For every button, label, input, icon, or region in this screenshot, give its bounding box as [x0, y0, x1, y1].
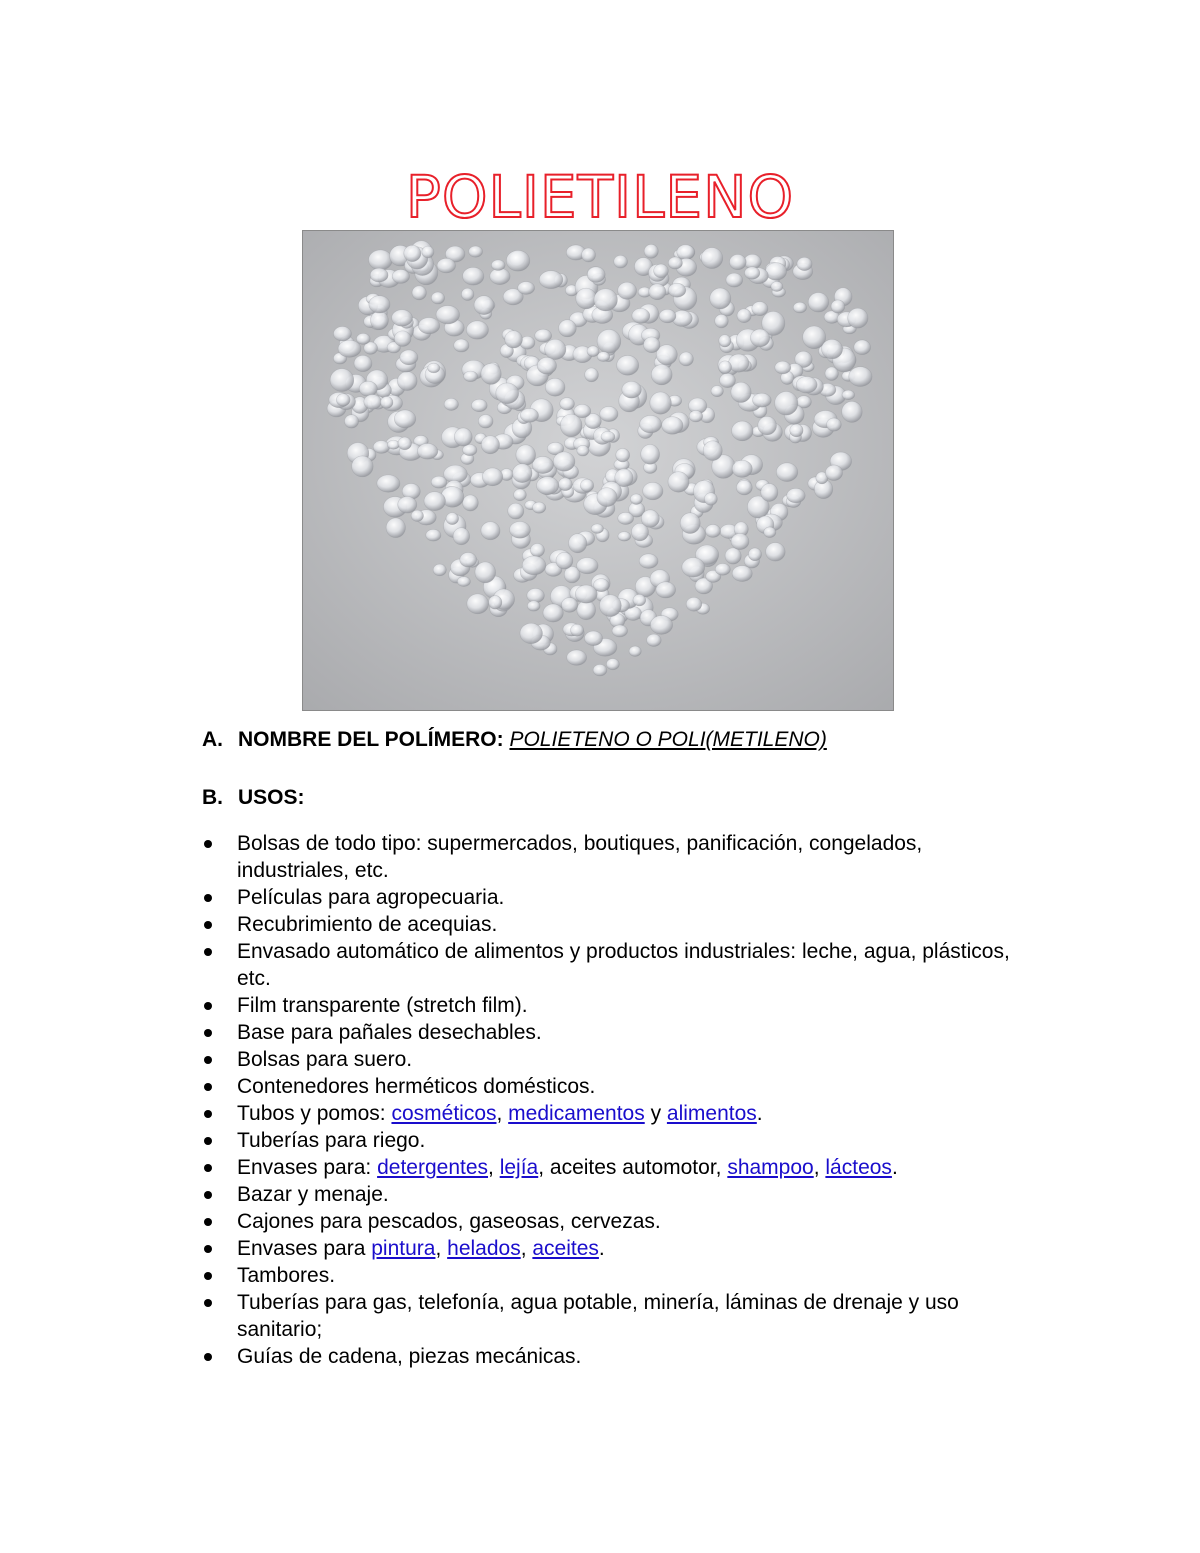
pellet [532, 502, 545, 513]
use-text: . [891, 1156, 898, 1179]
use-item [202, 992, 1022, 1019]
pellet [668, 472, 689, 493]
use-text: Contenedores herméticos domésticos. [237, 1075, 596, 1098]
pellet [417, 443, 438, 459]
pellet [570, 624, 583, 636]
pellet [659, 309, 676, 323]
pellet [481, 363, 501, 384]
pellet [597, 329, 621, 353]
pellet [662, 417, 683, 435]
pellet [543, 604, 563, 622]
pellet [790, 424, 803, 437]
pellet [668, 257, 682, 269]
pellet [380, 396, 393, 408]
use-text: Bazar y menaje. [237, 1183, 389, 1206]
pellet [433, 564, 446, 576]
use-link[interactable]: detergentes [377, 1156, 489, 1179]
use-link[interactable]: shampoo [727, 1156, 814, 1179]
pellet [682, 558, 705, 578]
pellet [545, 378, 565, 396]
pellet [545, 339, 566, 359]
pellet [729, 254, 746, 269]
use-link[interactable]: lácteos [825, 1156, 892, 1179]
use-text: Cajones para pescados, gaseosas, cervezas. [237, 1210, 661, 1233]
pellet [539, 271, 563, 289]
pellet [460, 552, 477, 567]
pellet [352, 456, 374, 477]
pellet [535, 329, 552, 342]
pellet [640, 415, 662, 433]
pellet [559, 320, 577, 337]
page-title: POLIETILENO [405, 163, 795, 231]
pellet [618, 532, 631, 542]
use-text: , [813, 1156, 826, 1179]
pellet [632, 308, 650, 323]
pellet [481, 436, 499, 454]
pellet [647, 634, 662, 646]
pellet [775, 361, 791, 374]
pellet [715, 314, 729, 328]
pellet [461, 288, 474, 300]
pellet [612, 625, 628, 637]
pellet [474, 296, 494, 315]
pellet [469, 246, 483, 257]
pellet [654, 264, 669, 278]
pellet [629, 646, 641, 656]
pellet [726, 273, 743, 287]
pellet [418, 318, 439, 334]
pellet [454, 339, 469, 352]
pellet [516, 445, 536, 466]
pellet [752, 393, 771, 407]
pellet [601, 431, 615, 442]
pellet [457, 577, 470, 587]
pellet [748, 548, 761, 561]
pellet [475, 562, 496, 583]
pellet [643, 337, 660, 353]
pellet [599, 595, 621, 617]
use-text: Tuberías para gas, telefonía, agua potable, minería, láminas de drenaje y uso sanitario; [237, 1291, 959, 1341]
use-link[interactable]: medicamentos [508, 1102, 645, 1125]
pellet [766, 263, 787, 281]
section-letter: A. [202, 728, 223, 751]
use-item [202, 911, 1022, 938]
pellet [732, 421, 754, 441]
use-item [202, 1343, 1022, 1370]
pellet [333, 327, 351, 342]
pellet [679, 352, 693, 366]
pellet [394, 410, 416, 428]
pellet [633, 594, 646, 606]
pellet [606, 659, 619, 670]
pellet [821, 339, 842, 359]
uses-list [202, 830, 1022, 1370]
pellet [412, 286, 426, 300]
pellet [466, 321, 488, 339]
pellet [530, 543, 544, 556]
pellet [594, 289, 618, 311]
pellet [731, 382, 751, 402]
use-text: , [496, 1102, 509, 1125]
pellet [510, 521, 531, 538]
pellet [478, 415, 493, 429]
pellet [373, 441, 390, 454]
pellet [496, 383, 519, 404]
use-link[interactable]: pintura [371, 1237, 436, 1260]
use-link[interactable]: cosméticos [391, 1102, 497, 1125]
use-item [202, 1073, 1022, 1100]
pellet [736, 480, 752, 495]
use-link[interactable]: lejía [499, 1156, 539, 1179]
pellet [677, 245, 695, 260]
pellet [369, 250, 393, 270]
pellet [732, 566, 752, 582]
use-text: , [488, 1156, 500, 1179]
use-text: Películas para agropecuaria. [237, 886, 505, 909]
use-item [202, 1208, 1022, 1235]
pellet [404, 245, 421, 261]
pellet [506, 250, 530, 271]
pellet [518, 282, 535, 295]
pellet [650, 616, 672, 635]
use-text: Recubrimiento de acequias. [237, 913, 498, 936]
pellet [467, 594, 489, 614]
use-item [202, 1046, 1022, 1073]
use-item [202, 1127, 1022, 1154]
pellet [787, 488, 806, 503]
pellet [704, 493, 717, 506]
use-text: Envases para: [237, 1156, 378, 1179]
pellet [797, 257, 812, 270]
pellet [668, 283, 686, 297]
pellet [520, 408, 538, 422]
use-link[interactable]: helados [447, 1237, 521, 1260]
pellet [854, 340, 871, 355]
pellet [848, 308, 868, 328]
use-text: . [756, 1102, 763, 1125]
pellet [537, 477, 559, 495]
use-text: Film transparente (stretch film). [237, 994, 528, 1017]
pellet [527, 601, 540, 611]
pellet [377, 475, 400, 492]
use-text: . [598, 1237, 605, 1260]
pellet [370, 268, 388, 282]
pellet [574, 404, 591, 417]
pellet [793, 302, 806, 313]
pellet [505, 331, 523, 348]
pellet [597, 488, 617, 507]
pellet [764, 527, 776, 538]
section-letter: B. [202, 786, 223, 809]
pellet [710, 288, 731, 309]
pellet [701, 248, 723, 269]
pellet [370, 311, 388, 330]
pellet [532, 456, 553, 473]
pellet [585, 368, 599, 382]
pellet [752, 302, 768, 316]
pellet [471, 399, 487, 412]
pellet [825, 465, 842, 481]
pellet [527, 588, 545, 602]
use-link[interactable]: aceites [532, 1237, 599, 1260]
pellet [428, 363, 440, 373]
pellet [680, 513, 700, 534]
pellet [731, 533, 749, 549]
pellets-image [303, 231, 893, 710]
use-item [202, 1235, 1022, 1262]
pellet [842, 390, 855, 400]
pellet [576, 288, 597, 309]
pellet [686, 597, 702, 611]
pellet [766, 543, 786, 562]
pellet [397, 372, 417, 391]
pellet [651, 365, 672, 385]
pellet [705, 524, 720, 537]
pellet [618, 282, 637, 299]
pellet [750, 329, 769, 347]
pellet [593, 664, 607, 676]
pellet [641, 445, 660, 465]
use-item [202, 884, 1022, 911]
pellet [582, 248, 596, 262]
uses-label: USOS: [238, 786, 305, 809]
pellet [560, 398, 575, 411]
polymer-name-section [202, 728, 827, 752]
pellet [508, 503, 524, 519]
pellet [732, 460, 752, 477]
pellet [643, 482, 663, 500]
pellet [431, 292, 444, 304]
pellet [622, 381, 642, 398]
pellet [481, 522, 500, 540]
pellet [656, 582, 676, 598]
pellet [600, 406, 618, 421]
pellet [842, 401, 863, 422]
pellet [703, 441, 722, 461]
pellet [520, 623, 543, 644]
pellet [436, 306, 460, 324]
pellet [400, 350, 418, 365]
pellet [453, 528, 470, 545]
pellet [437, 258, 456, 273]
pellet [398, 437, 412, 450]
use-text: Tuberías para riego. [237, 1129, 426, 1152]
pellet [444, 398, 458, 410]
pellet [491, 260, 505, 271]
pellet [758, 416, 777, 435]
use-text: , aceites automotor, [538, 1156, 728, 1179]
pellet [719, 335, 731, 347]
pellet [386, 518, 405, 538]
pellet [464, 371, 478, 382]
pellet [587, 346, 599, 357]
pellet [776, 463, 798, 482]
use-text: Envases para [237, 1237, 372, 1260]
pellet [577, 558, 599, 574]
pellet [537, 357, 556, 374]
pellet [617, 355, 639, 375]
use-item [202, 1154, 1022, 1181]
pellet [364, 395, 382, 410]
pellet [580, 479, 593, 492]
pellet [356, 333, 370, 344]
pellet [330, 369, 354, 392]
pellet [650, 392, 672, 414]
pellet [796, 376, 817, 393]
pellet [354, 355, 372, 371]
pellet [761, 484, 778, 502]
pellet [644, 244, 658, 258]
use-link[interactable]: alimentos [666, 1102, 757, 1125]
pellet [561, 598, 577, 613]
pellet [463, 267, 484, 285]
pellet [808, 293, 829, 313]
polymer-name-label: NOMBRE DEL POLÍMERO: [238, 728, 504, 751]
pellet [490, 268, 510, 284]
pellet [630, 494, 642, 505]
pellet [587, 267, 605, 283]
use-text: , [520, 1237, 533, 1260]
use-text: Tubos y pomos: [237, 1102, 392, 1125]
pellet [827, 418, 842, 431]
pellet [584, 631, 602, 646]
use-item [202, 830, 1022, 884]
pellet [719, 361, 732, 374]
polymer-name-value: POLIETENO O POLI(METILENO) [509, 728, 827, 751]
pellet [398, 496, 417, 513]
use-text: , [435, 1237, 448, 1260]
pellet [344, 415, 358, 428]
use-text: Guías de cadena, piezas mecánicas. [237, 1345, 582, 1368]
pellet [719, 373, 735, 387]
pellet [392, 269, 409, 283]
pellet [512, 464, 532, 483]
use-item [202, 938, 1022, 992]
pellet [489, 596, 502, 610]
use-text: Base para pañales desechables. [237, 1021, 542, 1044]
pellet [614, 255, 628, 268]
pellet [711, 386, 723, 397]
use-item [202, 1181, 1022, 1208]
pellet [616, 448, 630, 462]
pellet [514, 489, 527, 501]
pellet [454, 428, 472, 446]
pellet [369, 296, 390, 313]
pellet [745, 267, 760, 279]
use-item [202, 1100, 1022, 1127]
pellet [775, 391, 798, 415]
pellet [649, 284, 666, 300]
pellet [359, 381, 377, 396]
pellet [522, 556, 546, 575]
use-text: Envasado automático de alimentos y productos industriales: leche, agua, plásticos, etc. [237, 940, 1010, 990]
pellet [482, 468, 503, 486]
use-item [202, 1019, 1022, 1046]
pellet [558, 478, 572, 491]
pellet [556, 552, 573, 569]
pellet [426, 529, 441, 541]
pellet [689, 410, 703, 422]
pellet [639, 554, 658, 569]
pellet [728, 354, 749, 372]
pellet [577, 445, 589, 456]
pellet [567, 650, 587, 665]
pellet [463, 495, 479, 511]
pellet [591, 524, 603, 534]
pellet [715, 564, 730, 576]
use-text: Bolsas de todo tipo: supermercados, boutiques, panificación, congelados, industriales, etc. [237, 832, 923, 882]
pellet [849, 367, 872, 387]
pellet [560, 414, 582, 437]
pellet [618, 512, 634, 524]
pellet [725, 548, 741, 564]
pellet [338, 340, 361, 357]
pellet [831, 300, 845, 313]
pellet [394, 331, 411, 347]
use-text: Tambores. [237, 1264, 336, 1287]
pellet [446, 513, 459, 525]
pellet [424, 492, 446, 511]
pellet [737, 309, 751, 323]
pellet [771, 281, 783, 291]
uses-section-heading [202, 786, 305, 810]
use-text: y [644, 1102, 667, 1125]
pellet [569, 534, 587, 553]
pellet [553, 452, 575, 471]
use-text: Bolsas para suero. [237, 1048, 413, 1071]
pellet [336, 394, 350, 406]
pellet [641, 510, 659, 528]
use-item [202, 1289, 1022, 1343]
pellet [422, 246, 434, 258]
polyethylene-pellets-photo [302, 230, 894, 711]
use-item [202, 1262, 1022, 1289]
pellet [392, 310, 413, 327]
pellet [575, 585, 597, 603]
pellet [411, 510, 423, 521]
pellet [387, 440, 399, 449]
